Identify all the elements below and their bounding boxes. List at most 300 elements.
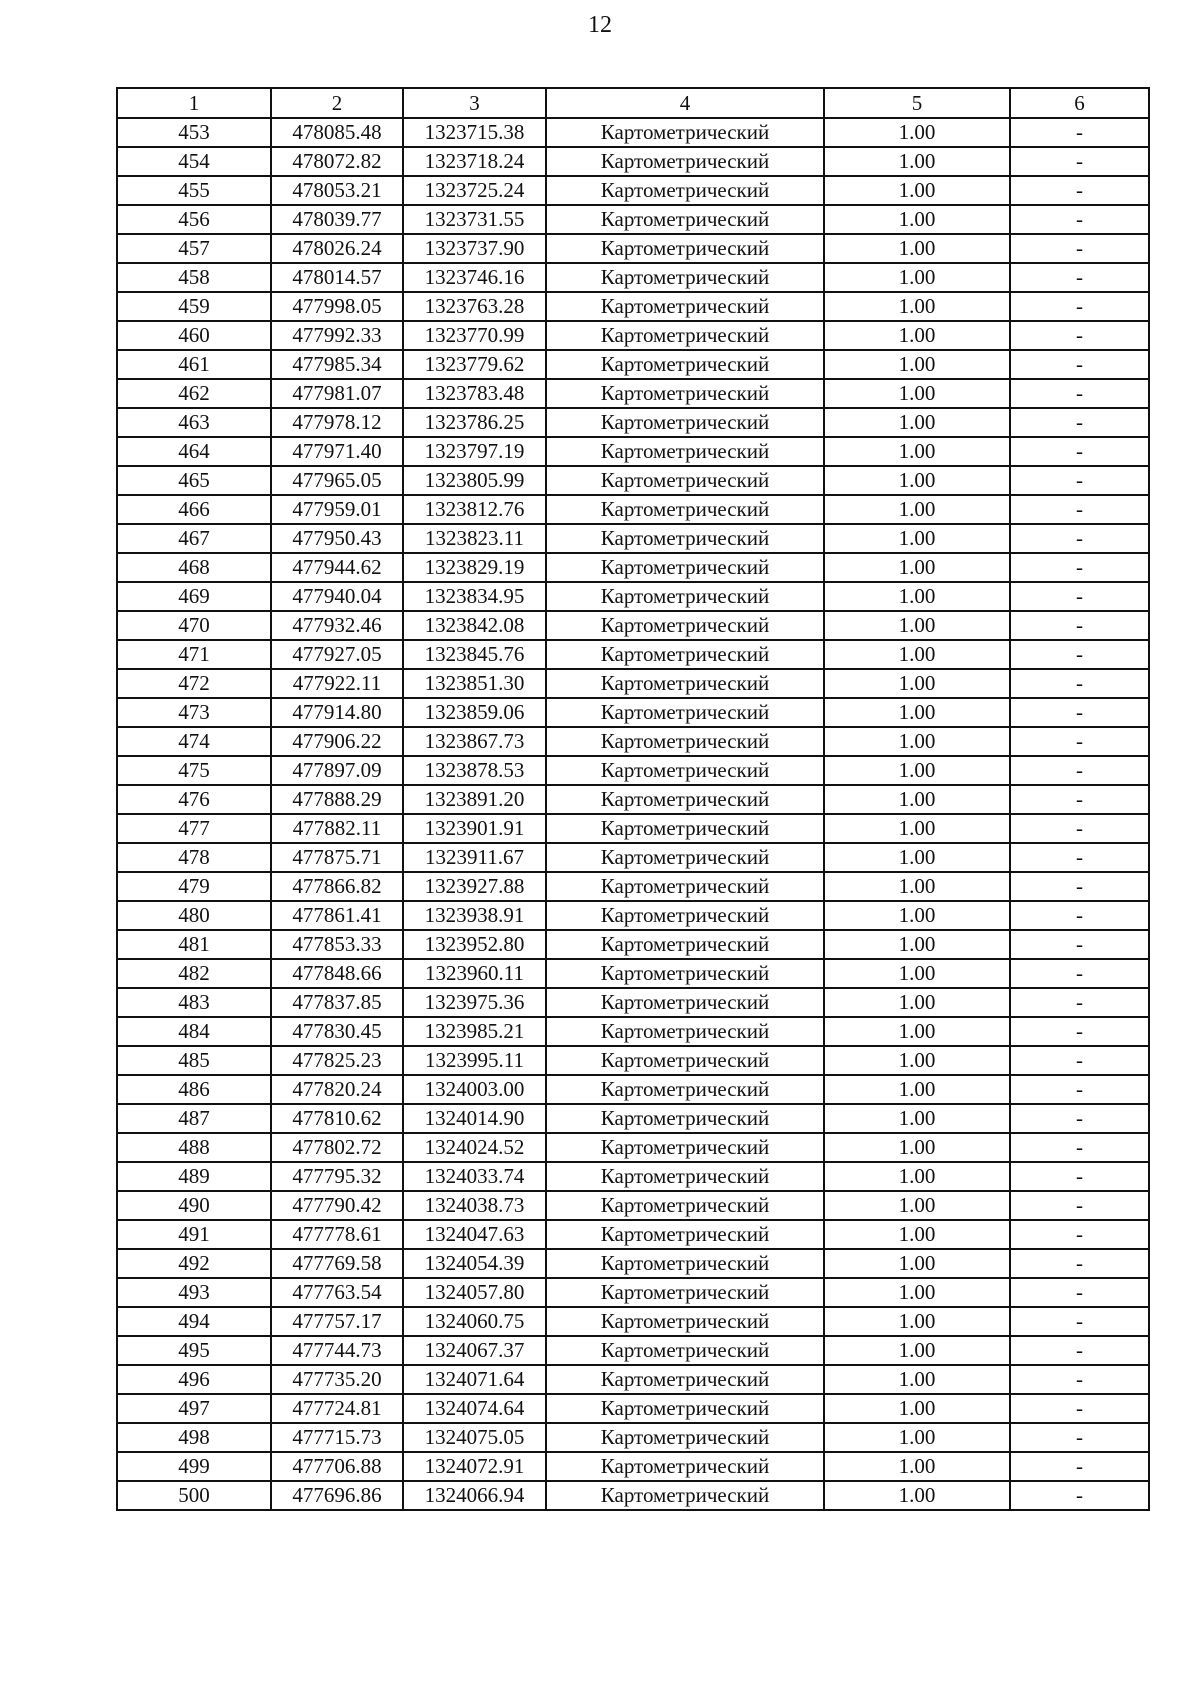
note-cell: - [1010,988,1149,1017]
method-cell: Картометрический [546,234,824,263]
method-cell: Картометрический [546,988,824,1017]
x-coordinate-cell: 477940.04 [271,582,403,611]
table-row [117,1365,1149,1394]
table-row [117,611,1149,640]
x-coordinate-cell: 478085.48 [271,118,403,147]
note-cell: - [1010,205,1149,234]
y-coordinate-cell: 1323834.95 [403,582,546,611]
method-cell: Картометрический [546,118,824,147]
method-cell: Картометрический [546,1278,824,1307]
table-row [117,1249,1149,1278]
y-coordinate-cell: 1324075.05 [403,1423,546,1452]
note-cell: - [1010,1017,1149,1046]
table-row [117,379,1149,408]
table-row [117,640,1149,669]
x-coordinate-cell: 477757.17 [271,1307,403,1336]
point-number-cell: 495 [117,1336,271,1365]
table-row [117,1452,1149,1481]
accuracy-cell: 1.00 [824,1423,1010,1452]
point-number-cell: 486 [117,1075,271,1104]
y-coordinate-cell: 1324047.63 [403,1220,546,1249]
accuracy-cell: 1.00 [824,1394,1010,1423]
point-number-cell: 491 [117,1220,271,1249]
method-cell: Картометрический [546,1104,824,1133]
point-number-cell: 492 [117,1249,271,1278]
point-number-cell: 460 [117,321,271,350]
point-number-cell: 461 [117,350,271,379]
y-coordinate-cell: 1323901.91 [403,814,546,843]
x-coordinate-cell: 477848.66 [271,959,403,988]
y-coordinate-cell: 1324003.00 [403,1075,546,1104]
table-row [117,437,1149,466]
y-coordinate-cell: 1323783.48 [403,379,546,408]
y-coordinate-cell: 1323770.99 [403,321,546,350]
x-coordinate-cell: 478026.24 [271,234,403,263]
table-row [117,1481,1149,1510]
method-cell: Картометрический [546,1220,824,1249]
method-cell: Картометрический [546,350,824,379]
method-cell: Картометрический [546,872,824,901]
method-cell: Картометрический [546,1249,824,1278]
x-coordinate-cell: 478053.21 [271,176,403,205]
y-coordinate-cell: 1324072.91 [403,1452,546,1481]
note-cell: - [1010,234,1149,263]
note-cell: - [1010,1452,1149,1481]
point-number-cell: 462 [117,379,271,408]
x-coordinate-cell: 477866.82 [271,872,403,901]
accuracy-cell: 1.00 [824,147,1010,176]
x-coordinate-cell: 477981.07 [271,379,403,408]
method-cell: Картометрический [546,1365,824,1394]
x-coordinate-cell: 477906.22 [271,727,403,756]
y-coordinate-cell: 1323797.19 [403,437,546,466]
note-cell: - [1010,1220,1149,1249]
point-number-cell: 498 [117,1423,271,1452]
y-coordinate-cell: 1323786.25 [403,408,546,437]
point-number-cell: 500 [117,1481,271,1510]
method-cell: Картометрический [546,1075,824,1104]
x-coordinate-cell: 477992.33 [271,321,403,350]
accuracy-cell: 1.00 [824,640,1010,669]
table-row [117,234,1149,263]
table-row [117,582,1149,611]
note-cell: - [1010,553,1149,582]
note-cell: - [1010,263,1149,292]
table-row [117,118,1149,147]
y-coordinate-cell: 1323763.28 [403,292,546,321]
point-number-cell: 456 [117,205,271,234]
accuracy-cell: 1.00 [824,872,1010,901]
table-row [117,1220,1149,1249]
point-number-cell: 458 [117,263,271,292]
y-coordinate-cell: 1324057.80 [403,1278,546,1307]
point-number-cell: 481 [117,930,271,959]
method-cell: Картометрический [546,959,824,988]
point-number-cell: 485 [117,1046,271,1075]
accuracy-cell: 1.00 [824,1075,1010,1104]
method-cell: Картометрический [546,437,824,466]
method-cell: Картометрический [546,611,824,640]
x-coordinate-cell: 477950.43 [271,524,403,553]
table-row [117,495,1149,524]
note-cell: - [1010,1075,1149,1104]
note-cell: - [1010,1336,1149,1365]
accuracy-cell: 1.00 [824,118,1010,147]
method-cell: Картометрический [546,379,824,408]
accuracy-cell: 1.00 [824,1278,1010,1307]
header-row [117,88,1149,118]
point-number-cell: 493 [117,1278,271,1307]
accuracy-cell: 1.00 [824,669,1010,698]
method-cell: Картометрический [546,640,824,669]
x-coordinate-cell: 477922.11 [271,669,403,698]
table-row [117,988,1149,1017]
table-row [117,466,1149,495]
x-coordinate-cell: 477853.33 [271,930,403,959]
point-number-cell: 464 [117,437,271,466]
header-cell-5: 5 [824,88,1010,118]
note-cell: - [1010,582,1149,611]
table-body [117,118,1149,1510]
accuracy-cell: 1.00 [824,1481,1010,1510]
accuracy-cell: 1.00 [824,553,1010,582]
accuracy-cell: 1.00 [824,582,1010,611]
x-coordinate-cell: 477914.80 [271,698,403,727]
point-number-cell: 488 [117,1133,271,1162]
y-coordinate-cell: 1324038.73 [403,1191,546,1220]
note-cell: - [1010,669,1149,698]
y-coordinate-cell: 1323851.30 [403,669,546,698]
note-cell: - [1010,901,1149,930]
table-row [117,1278,1149,1307]
x-coordinate-cell: 477830.45 [271,1017,403,1046]
x-coordinate-cell: 477971.40 [271,437,403,466]
point-number-cell: 496 [117,1365,271,1394]
accuracy-cell: 1.00 [824,495,1010,524]
accuracy-cell: 1.00 [824,1046,1010,1075]
x-coordinate-cell: 477932.46 [271,611,403,640]
header-cell-4: 4 [546,88,824,118]
y-coordinate-cell: 1323975.36 [403,988,546,1017]
y-coordinate-cell: 1323845.76 [403,640,546,669]
table-row [117,1133,1149,1162]
note-cell: - [1010,118,1149,147]
table-row [117,1394,1149,1423]
accuracy-cell: 1.00 [824,930,1010,959]
point-number-cell: 469 [117,582,271,611]
y-coordinate-cell: 1324074.64 [403,1394,546,1423]
note-cell: - [1010,1133,1149,1162]
accuracy-cell: 1.00 [824,263,1010,292]
x-coordinate-cell: 477706.88 [271,1452,403,1481]
accuracy-cell: 1.00 [824,756,1010,785]
point-number-cell: 463 [117,408,271,437]
x-coordinate-cell: 477795.32 [271,1162,403,1191]
point-number-cell: 477 [117,814,271,843]
y-coordinate-cell: 1323829.19 [403,553,546,582]
accuracy-cell: 1.00 [824,1191,1010,1220]
table-row [117,1017,1149,1046]
x-coordinate-cell: 477715.73 [271,1423,403,1452]
note-cell: - [1010,1278,1149,1307]
y-coordinate-cell: 1323823.11 [403,524,546,553]
method-cell: Картометрический [546,466,824,495]
table-row [117,901,1149,930]
note-cell: - [1010,959,1149,988]
table-row [117,669,1149,698]
point-number-cell: 467 [117,524,271,553]
x-coordinate-cell: 477837.85 [271,988,403,1017]
note-cell: - [1010,350,1149,379]
x-coordinate-cell: 477810.62 [271,1104,403,1133]
note-cell: - [1010,872,1149,901]
method-cell: Картометрический [546,1017,824,1046]
x-coordinate-cell: 477763.54 [271,1278,403,1307]
method-cell: Картометрический [546,1191,824,1220]
y-coordinate-cell: 1323812.76 [403,495,546,524]
table-row [117,785,1149,814]
table-row [117,843,1149,872]
method-cell: Картометрический [546,1394,824,1423]
point-number-cell: 480 [117,901,271,930]
table-row [117,524,1149,553]
x-coordinate-cell: 477875.71 [271,843,403,872]
accuracy-cell: 1.00 [824,176,1010,205]
accuracy-cell: 1.00 [824,611,1010,640]
note-cell: - [1010,147,1149,176]
accuracy-cell: 1.00 [824,1249,1010,1278]
note-cell: - [1010,1481,1149,1510]
y-coordinate-cell: 1323867.73 [403,727,546,756]
method-cell: Картометрический [546,263,824,292]
method-cell: Картометрический [546,553,824,582]
table-header [117,88,1149,118]
y-coordinate-cell: 1324067.37 [403,1336,546,1365]
y-coordinate-cell: 1323737.90 [403,234,546,263]
accuracy-cell: 1.00 [824,408,1010,437]
method-cell: Картометрический [546,147,824,176]
method-cell: Картометрический [546,321,824,350]
point-number-cell: 482 [117,959,271,988]
accuracy-cell: 1.00 [824,466,1010,495]
y-coordinate-cell: 1323779.62 [403,350,546,379]
x-coordinate-cell: 477985.34 [271,350,403,379]
header-cell-3: 3 [403,88,546,118]
point-number-cell: 466 [117,495,271,524]
y-coordinate-cell: 1323927.88 [403,872,546,901]
point-number-cell: 457 [117,234,271,263]
x-coordinate-cell: 478039.77 [271,205,403,234]
y-coordinate-cell: 1323718.24 [403,147,546,176]
point-number-cell: 487 [117,1104,271,1133]
x-coordinate-cell: 477769.58 [271,1249,403,1278]
table-row [117,263,1149,292]
accuracy-cell: 1.00 [824,1162,1010,1191]
note-cell: - [1010,379,1149,408]
accuracy-cell: 1.00 [824,727,1010,756]
method-cell: Картометрический [546,495,824,524]
point-number-cell: 472 [117,669,271,698]
accuracy-cell: 1.00 [824,1365,1010,1394]
method-cell: Картометрический [546,408,824,437]
point-number-cell: 453 [117,118,271,147]
note-cell: - [1010,843,1149,872]
x-coordinate-cell: 477696.86 [271,1481,403,1510]
y-coordinate-cell: 1323746.16 [403,263,546,292]
coordinate-table [116,87,1150,1511]
y-coordinate-cell: 1324014.90 [403,1104,546,1133]
accuracy-cell: 1.00 [824,379,1010,408]
point-number-cell: 494 [117,1307,271,1336]
note-cell: - [1010,930,1149,959]
note-cell: - [1010,437,1149,466]
method-cell: Картометрический [546,1452,824,1481]
table-row [117,292,1149,321]
method-cell: Картометрический [546,176,824,205]
table-row [117,727,1149,756]
note-cell: - [1010,1307,1149,1336]
method-cell: Картометрический [546,930,824,959]
note-cell: - [1010,611,1149,640]
x-coordinate-cell: 477959.01 [271,495,403,524]
table-row [117,1104,1149,1133]
y-coordinate-cell: 1323938.91 [403,901,546,930]
table-row [117,1336,1149,1365]
note-cell: - [1010,466,1149,495]
accuracy-cell: 1.00 [824,437,1010,466]
point-number-cell: 483 [117,988,271,1017]
point-number-cell: 490 [117,1191,271,1220]
point-number-cell: 474 [117,727,271,756]
table-row [117,553,1149,582]
point-number-cell: 459 [117,292,271,321]
note-cell: - [1010,640,1149,669]
point-number-cell: 484 [117,1017,271,1046]
y-coordinate-cell: 1323911.67 [403,843,546,872]
table-row [117,1075,1149,1104]
x-coordinate-cell: 477927.05 [271,640,403,669]
method-cell: Картометрический [546,1307,824,1336]
table-row [117,756,1149,785]
x-coordinate-cell: 477965.05 [271,466,403,495]
note-cell: - [1010,814,1149,843]
table-row [117,321,1149,350]
header-cell-2: 2 [271,88,403,118]
y-coordinate-cell: 1323805.99 [403,466,546,495]
x-coordinate-cell: 478072.82 [271,147,403,176]
accuracy-cell: 1.00 [824,1104,1010,1133]
point-number-cell: 478 [117,843,271,872]
y-coordinate-cell: 1324024.52 [403,1133,546,1162]
accuracy-cell: 1.00 [824,843,1010,872]
note-cell: - [1010,176,1149,205]
point-number-cell: 489 [117,1162,271,1191]
x-coordinate-cell: 477790.42 [271,1191,403,1220]
table-row [117,959,1149,988]
x-coordinate-cell: 477744.73 [271,1336,403,1365]
x-coordinate-cell: 477802.72 [271,1133,403,1162]
accuracy-cell: 1.00 [824,1336,1010,1365]
y-coordinate-cell: 1323715.38 [403,118,546,147]
note-cell: - [1010,495,1149,524]
table-row [117,1162,1149,1191]
x-coordinate-cell: 477825.23 [271,1046,403,1075]
note-cell: - [1010,785,1149,814]
y-coordinate-cell: 1323731.55 [403,205,546,234]
note-cell: - [1010,1162,1149,1191]
method-cell: Картометрический [546,698,824,727]
table-row [117,1046,1149,1075]
method-cell: Картометрический [546,1423,824,1452]
x-coordinate-cell: 477978.12 [271,408,403,437]
method-cell: Картометрический [546,669,824,698]
y-coordinate-cell: 1323985.21 [403,1017,546,1046]
accuracy-cell: 1.00 [824,350,1010,379]
x-coordinate-cell: 477735.20 [271,1365,403,1394]
note-cell: - [1010,524,1149,553]
accuracy-cell: 1.00 [824,205,1010,234]
y-coordinate-cell: 1324060.75 [403,1307,546,1336]
table-row [117,698,1149,727]
note-cell: - [1010,408,1149,437]
method-cell: Картометрический [546,1133,824,1162]
note-cell: - [1010,1104,1149,1133]
table-row [117,408,1149,437]
accuracy-cell: 1.00 [824,901,1010,930]
method-cell: Картометрический [546,1046,824,1075]
table-row [117,814,1149,843]
accuracy-cell: 1.00 [824,814,1010,843]
method-cell: Картометрический [546,1481,824,1510]
table-row [117,147,1149,176]
x-coordinate-cell: 477882.11 [271,814,403,843]
point-number-cell: 470 [117,611,271,640]
accuracy-cell: 1.00 [824,785,1010,814]
point-number-cell: 455 [117,176,271,205]
point-number-cell: 497 [117,1394,271,1423]
y-coordinate-cell: 1323859.06 [403,698,546,727]
y-coordinate-cell: 1323960.11 [403,959,546,988]
method-cell: Картометрический [546,814,824,843]
note-cell: - [1010,1046,1149,1075]
y-coordinate-cell: 1323878.53 [403,756,546,785]
method-cell: Картометрический [546,582,824,611]
y-coordinate-cell: 1323952.80 [403,930,546,959]
x-coordinate-cell: 477778.61 [271,1220,403,1249]
method-cell: Картометрический [546,205,824,234]
accuracy-cell: 1.00 [824,1220,1010,1249]
method-cell: Картометрический [546,843,824,872]
table-row [117,176,1149,205]
point-number-cell: 454 [117,147,271,176]
accuracy-cell: 1.00 [824,234,1010,263]
y-coordinate-cell: 1324066.94 [403,1481,546,1510]
accuracy-cell: 1.00 [824,1452,1010,1481]
table-row [117,872,1149,901]
note-cell: - [1010,1249,1149,1278]
x-coordinate-cell: 478014.57 [271,263,403,292]
y-coordinate-cell: 1323725.24 [403,176,546,205]
table-row [117,350,1149,379]
table-row [117,1307,1149,1336]
x-coordinate-cell: 477820.24 [271,1075,403,1104]
accuracy-cell: 1.00 [824,959,1010,988]
note-cell: - [1010,1365,1149,1394]
page-number: 12 [588,12,612,38]
x-coordinate-cell: 477861.41 [271,901,403,930]
point-number-cell: 479 [117,872,271,901]
y-coordinate-cell: 1323995.11 [403,1046,546,1075]
